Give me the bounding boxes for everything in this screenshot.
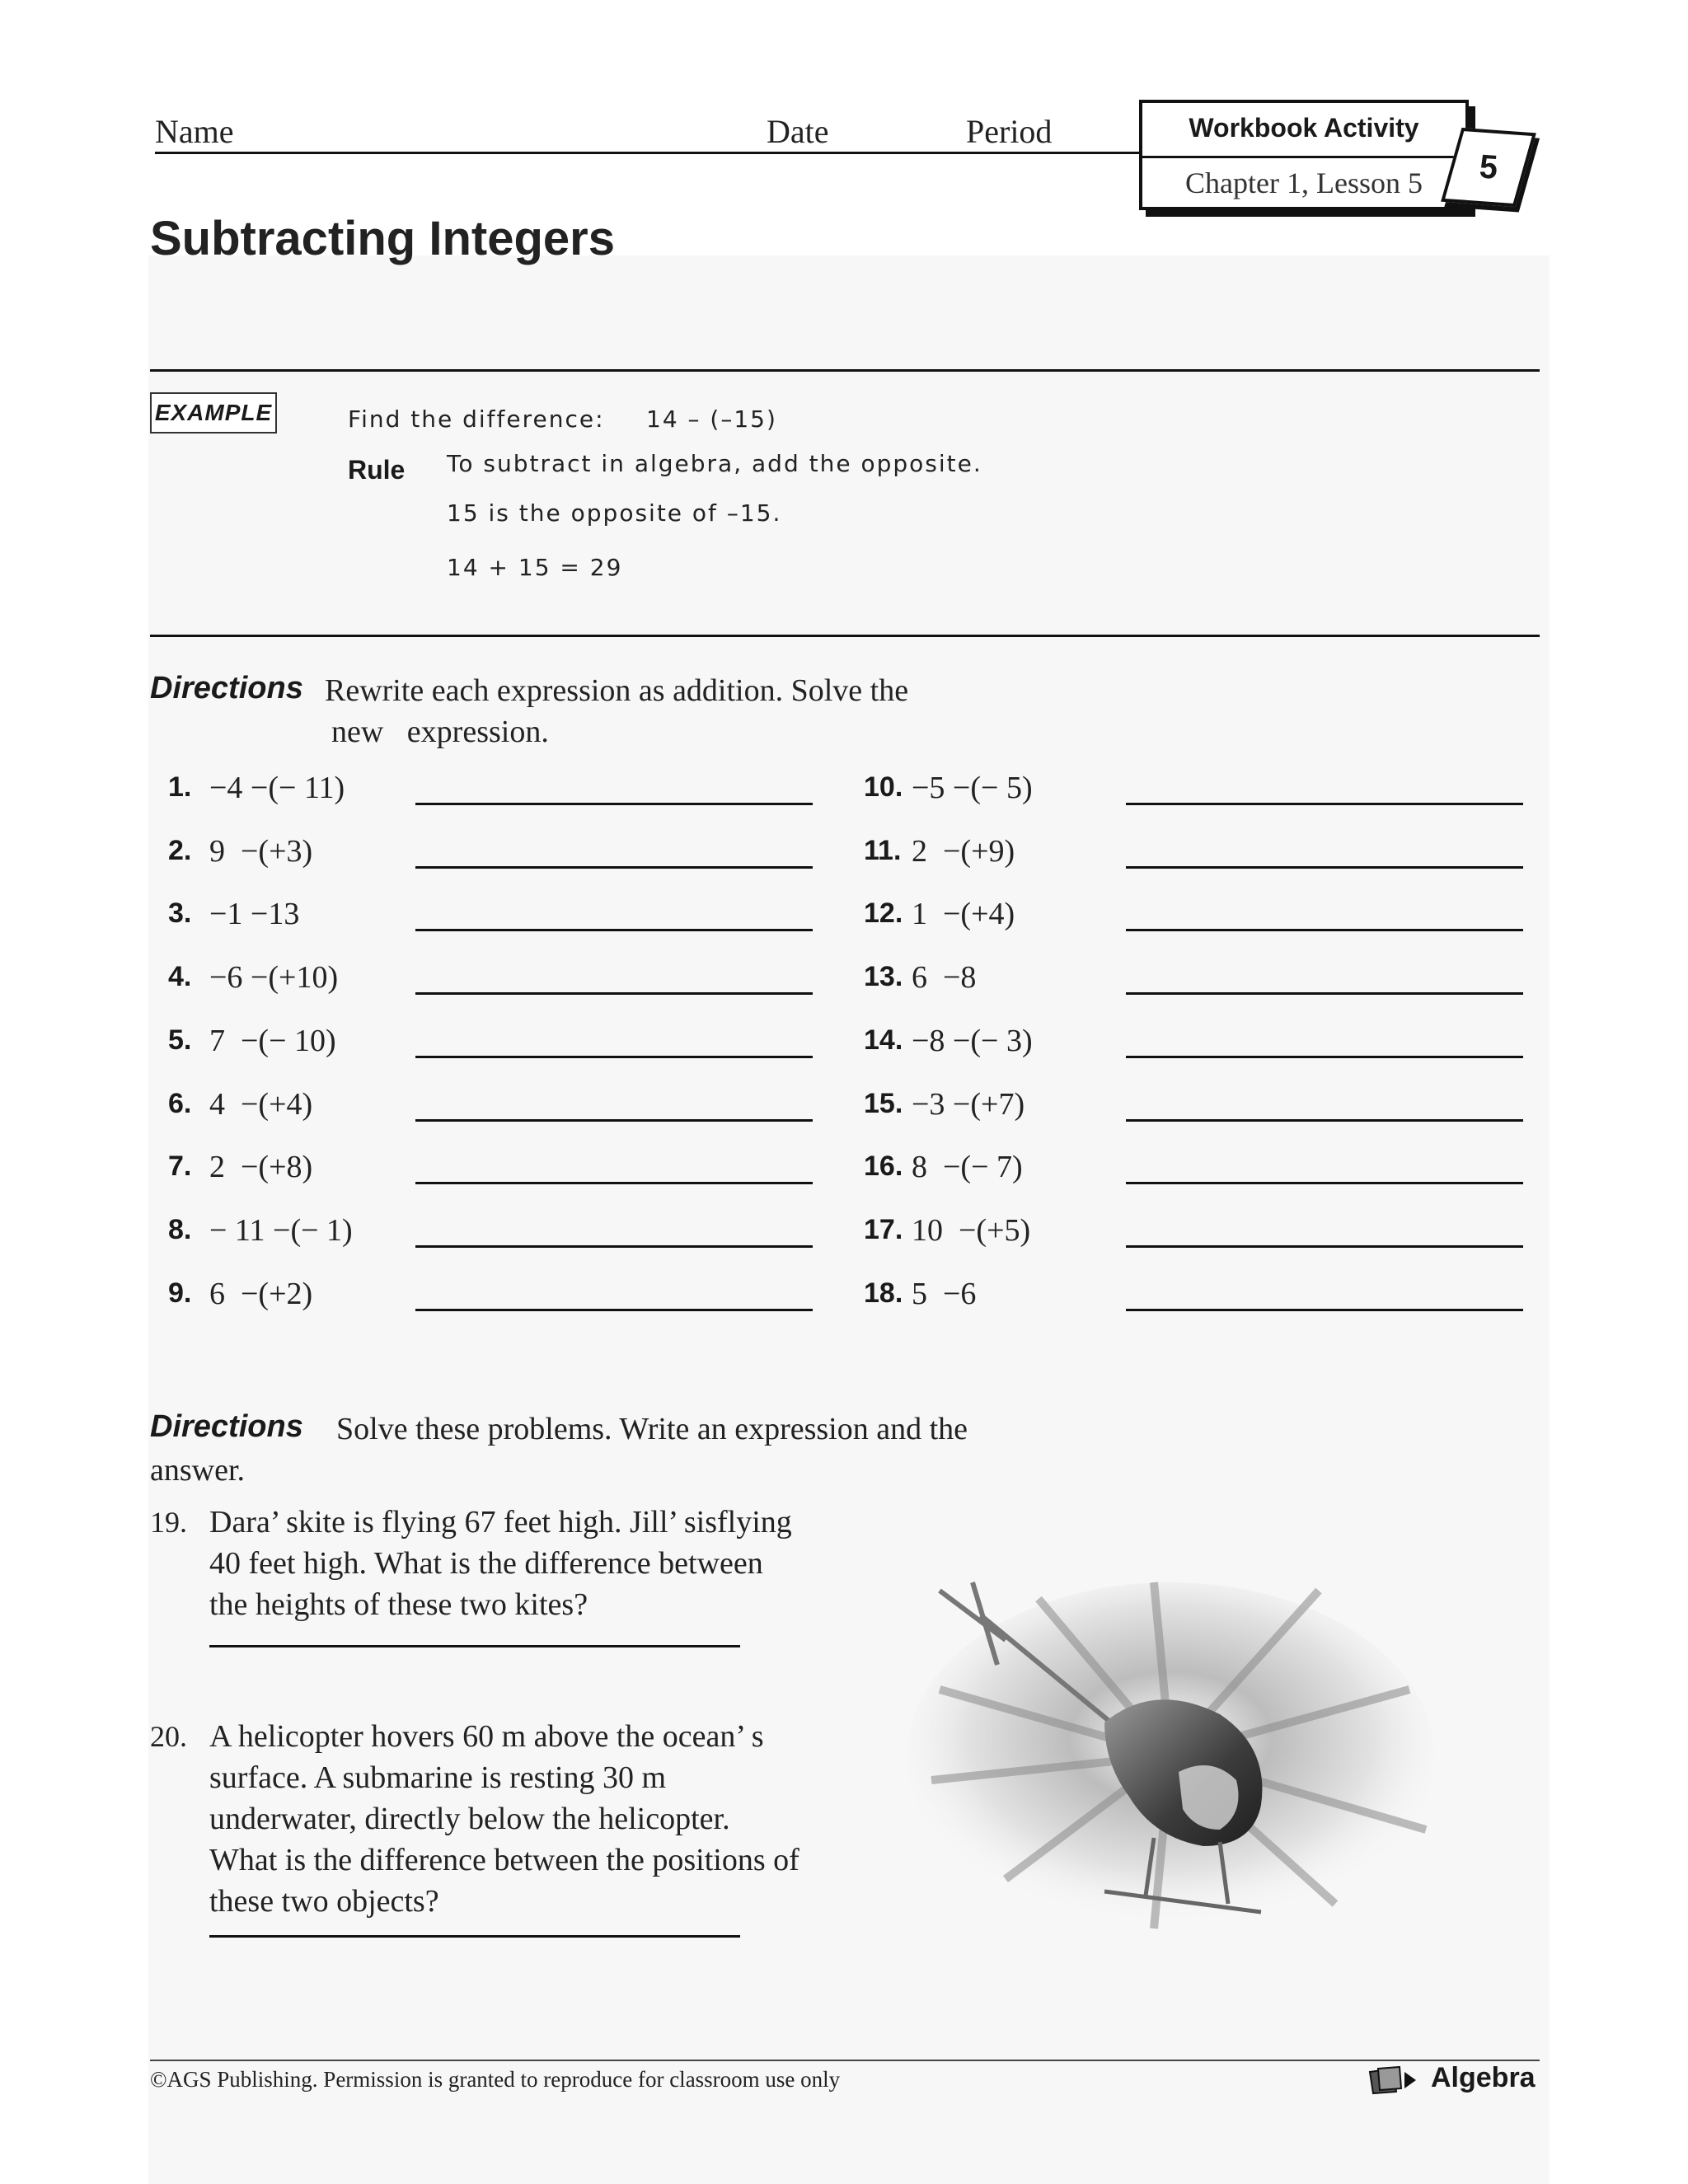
example-step-1: 15 is the opposite of –15. [447,499,782,527]
problem-number: 14. [864,1024,903,1056]
answer-line[interactable] [1126,803,1523,805]
answer-line[interactable] [415,1309,813,1311]
activity-divider [1142,156,1465,158]
problem-expression: 2 −(+8) [209,1150,313,1185]
problem-number: 16. [864,1151,903,1183]
answer-line[interactable] [415,1182,813,1184]
directions-text-1b: new expression. [331,715,549,749]
answer-line[interactable] [1126,1056,1523,1058]
directions-text-2b: answer. [150,1453,246,1488]
problem-expression: −8 −(− 3) [912,1023,1033,1058]
problem-expression: 6 −8 [912,960,977,996]
problem-number: 12. [864,898,903,930]
example-step-2: 14 + 15 = 29 [447,554,623,581]
activity-title: Workbook Activity [1189,113,1419,143]
problem-expression: −6 −(+10) [209,960,339,996]
problem-expression: 9 −(+3) [209,833,313,869]
answer-line[interactable] [415,1056,813,1058]
problem-number: 7. [168,1151,192,1183]
answer-line-19[interactable] [209,1645,740,1647]
problem-expression: 4 −(+4) [209,1086,313,1122]
problem-expression: 10 −(+5) [912,1212,1031,1248]
answer-line[interactable] [415,929,813,931]
problem-expression: 1 −(+4) [912,897,1015,932]
answer-line[interactable] [1126,1309,1523,1311]
problem-number: 2. [168,834,192,866]
problem-expression: 6 −(+2) [209,1276,313,1311]
word-problem-19-line: 40 feet high. What is the difference between [209,1546,763,1581]
example-expression: 14 – (–15) [646,405,777,433]
word-problem-20-line: A helicopter hovers 60 m above the ocean’ s [209,1719,764,1754]
answer-line[interactable] [415,1119,813,1122]
problem-expression: 5 −6 [912,1276,977,1311]
directions-text-1a: Rewrite each expression as addition. Solve the [325,673,909,708]
answer-line[interactable] [1126,866,1523,869]
problem-number: 17. [864,1213,903,1245]
problem-number: 9. [168,1277,192,1309]
answer-line[interactable] [1126,1182,1523,1184]
problem-expression: −5 −(− 5) [912,771,1033,805]
problem-expression: 2 −(+9) [912,833,1015,869]
answer-line[interactable] [1126,929,1523,931]
period-label: Period [966,113,1053,150]
word-problem-20 [209,1716,852,1922]
problem-number: 3. [168,898,192,930]
problem-number: 8. [168,1213,192,1245]
chapter-lesson: Chapter 1, Lesson 5 [1185,166,1423,199]
workbook-activity-box [1139,100,1469,210]
example-badge [150,392,277,434]
answer-line[interactable] [415,992,813,995]
book-icon [1368,2065,1426,2095]
name-label: Name [155,113,234,150]
word-problem-20-number: 20. [150,1720,187,1753]
answer-line[interactable] [415,803,813,805]
rule-text: To subtract in algebra, add the opposite. [447,450,982,477]
problem-expression: − 11 −(− 1) [209,1212,353,1248]
problem-expression: 7 −(− 10) [209,1023,336,1058]
word-problem-20-line: surface. A submarine is resting 30 m [209,1760,667,1795]
problem-expression: −1 −13 [209,897,300,932]
footer-rule [150,2060,1540,2061]
problem-number: 15. [864,1087,903,1119]
problem-number: 6. [168,1087,192,1119]
answer-line[interactable] [1126,992,1523,995]
directions-label-1: Directions [150,671,303,705]
answer-line-20[interactable] [209,1935,740,1938]
word-problem-19-line: Dara’ skite is flying 67 feet high. Jill’ sisflying [209,1505,792,1540]
book-title: Algebra [1431,2062,1536,2093]
problem-number: 4. [168,961,192,993]
problem-expression: −4 −(− 11) [209,771,345,805]
directions-text-2a: Solve these problems. Write an expression and the [336,1412,968,1446]
word-problem-19-line: the heights of these two kites? [209,1587,588,1622]
problem-expression: −3 −(+7) [912,1086,1025,1122]
problem-expression: 8 −(− 7) [912,1150,1023,1185]
helicopter-illustration [907,1566,1451,1945]
example-top-rule [150,369,1540,372]
answer-line[interactable] [415,866,813,869]
example-prompt: Find the difference: [348,405,605,433]
problem-number: 11. [864,834,902,866]
example-bottom-rule [150,635,1540,637]
date-label: Date [767,113,829,150]
word-problem-19 [209,1502,836,1625]
example-badge-label: EXAMPLE [154,400,273,425]
page-title: Subtracting Integers [150,212,615,265]
problem-number: 5. [168,1024,192,1056]
problem-number: 18. [864,1277,903,1309]
directions-label-2: Directions [150,1409,303,1444]
problem-number: 13. [864,961,903,993]
activity-number: 5 [1478,148,1499,187]
problem-number: 1. [168,771,192,803]
answer-line[interactable] [1126,1245,1523,1248]
word-problem-19-number: 19. [150,1506,187,1539]
rule-label: Rule [348,455,406,485]
word-problem-20-line: What is the difference between the positions of [209,1843,799,1877]
copyright-notice: ©AGS Publishing. Permission is granted to reproduce for classroom use only [150,2067,841,2092]
word-problem-20-line: underwater, directly below the helicopter. [209,1802,730,1836]
answer-line[interactable] [1126,1119,1523,1122]
word-problem-20-line: these two objects? [209,1884,439,1919]
problem-number: 10. [864,771,903,803]
answer-line[interactable] [415,1245,813,1248]
